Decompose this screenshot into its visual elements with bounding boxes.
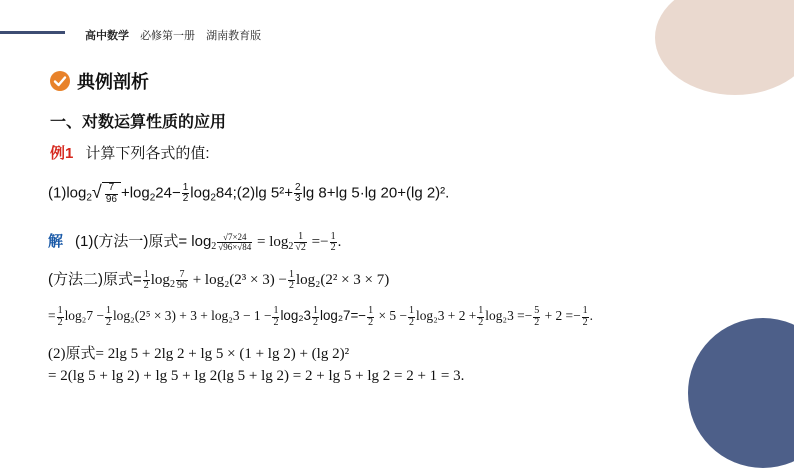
solution-text: × 5 − [375, 308, 407, 324]
frac-num: 1 [294, 232, 307, 244]
solution-text: log₂(2⁵ × 3) + 3 + log₂3 − 1 − [112, 308, 272, 324]
check-circle-icon [50, 71, 70, 91]
example-text: 计算下列各式的值: [85, 145, 210, 162]
frac-den: 96 [105, 193, 117, 205]
solution-text: (方法二)原式= [48, 271, 142, 288]
frac-den: 2 [182, 193, 189, 205]
frac-num: 7 [105, 183, 118, 195]
frac-num: 1 [408, 305, 414, 316]
frac-num: 7 [176, 270, 188, 282]
frac-den: 2 [288, 280, 294, 292]
solution-text: log₂7=− [319, 308, 367, 324]
frac-den: 2 [105, 316, 111, 328]
solution-text: log₂(2² × 3 × 7) [295, 272, 390, 288]
problem-text: 24− [155, 184, 181, 202]
frac-den: 2 [368, 316, 374, 328]
solution-line-4 [48, 342, 349, 363]
log-base: 2 [149, 192, 156, 204]
problem-text: lg 8+lg 5·lg 20+(lg 2)². [302, 184, 450, 202]
solution-line-2 [48, 268, 389, 292]
problem-text: +log [120, 184, 150, 202]
log-base: 2 [169, 279, 175, 290]
frac-den: 2 [57, 316, 63, 328]
frac-den: 2 [408, 316, 414, 328]
log-base: 2 [288, 241, 294, 252]
frac-den: 3 [295, 193, 301, 205]
solution-line-1 [48, 230, 341, 254]
header-subject: 高中数学 [85, 30, 129, 42]
solution-text: + 2 =− [541, 308, 581, 324]
solution-text: log₂3 =− [485, 308, 533, 324]
header-publisher: 湖南教育版 [206, 30, 262, 42]
solution-text: log [150, 272, 170, 288]
frac-den: √96×√84 [218, 242, 252, 253]
problem-text: 84;(2)lg 5²+ [215, 184, 294, 202]
solution-text: = log [253, 234, 289, 250]
slide-header [85, 27, 261, 43]
frac-den: 2 [582, 316, 588, 328]
frac-num: 1 [330, 230, 336, 242]
frac-num: 1 [273, 305, 279, 316]
solution-text: log₂3 [280, 308, 311, 324]
solution-text: + log₂(2³ × 3) − [188, 272, 287, 288]
example-prompt [50, 142, 210, 163]
frac-num: 1 [582, 305, 588, 316]
frac-den: √2 [295, 242, 306, 254]
solution-text: (2)原式= 2lg 5 + 2lg 2 + lg 5 × (1 + lg 2) + (lg 2)² [48, 346, 350, 362]
section-title: 典例剖析 [77, 72, 149, 92]
solution-text: log₂7 − [64, 308, 104, 324]
header-rule [0, 31, 65, 34]
section-heading [50, 68, 149, 94]
decorative-circle-top [655, 0, 794, 95]
frac-num: 1 [288, 268, 294, 280]
solution-line-5 [48, 368, 464, 385]
frac-num: 1 [105, 305, 111, 316]
solution-label: 解 [48, 233, 64, 250]
solution-text: = 2(lg 5 + lg 2) + lg 5 + lg 2(lg 5 + lg 2) = 2 + lg 5 + lg 2 = 2 + 1 = 3. [48, 368, 465, 384]
solution-text: log₂3 + 2 + [415, 308, 477, 324]
frac-num: 1 [143, 268, 149, 280]
frac-num: 1 [182, 181, 189, 193]
log-base: 2 [210, 192, 216, 204]
decorative-circle-bottom [688, 318, 794, 468]
subsection-title: 一、对数运算性质的应用 [50, 114, 227, 131]
frac-num: √7×24 [217, 233, 252, 243]
solution-text: (1)(方法一)原式= log [75, 233, 212, 250]
frac-den: 2 [273, 316, 279, 328]
problem-line [48, 182, 449, 205]
log-base: 2 [211, 241, 217, 252]
frac-den: 2 [143, 280, 149, 292]
solution-text: =− [307, 234, 329, 250]
frac-num: 2 [295, 181, 301, 193]
frac-num: 1 [478, 305, 484, 316]
solution-line-3 [48, 306, 593, 328]
frac-den: 2 [312, 316, 318, 328]
solution-text: . [589, 308, 593, 324]
frac-den: 2 [534, 316, 540, 328]
frac-den: 96 [176, 280, 187, 292]
frac-num: 5 [534, 305, 540, 316]
header-book: 必修第一册 [140, 30, 196, 42]
solution-text: = [48, 308, 56, 324]
solution-text: . [337, 234, 342, 250]
problem-text: (1)log [48, 184, 87, 202]
frac-num: 1 [57, 305, 63, 316]
frac-den: 2 [478, 316, 484, 328]
example-label: 例1 [50, 145, 74, 162]
sqrt-expression: √ $\frac{7}{96}$ [92, 182, 121, 205]
problem-text: log [190, 184, 211, 202]
frac-den: 2 [330, 242, 336, 254]
frac-num: 1 [368, 305, 374, 316]
frac-num: 1 [312, 305, 318, 316]
log-base: 2 [86, 192, 92, 204]
